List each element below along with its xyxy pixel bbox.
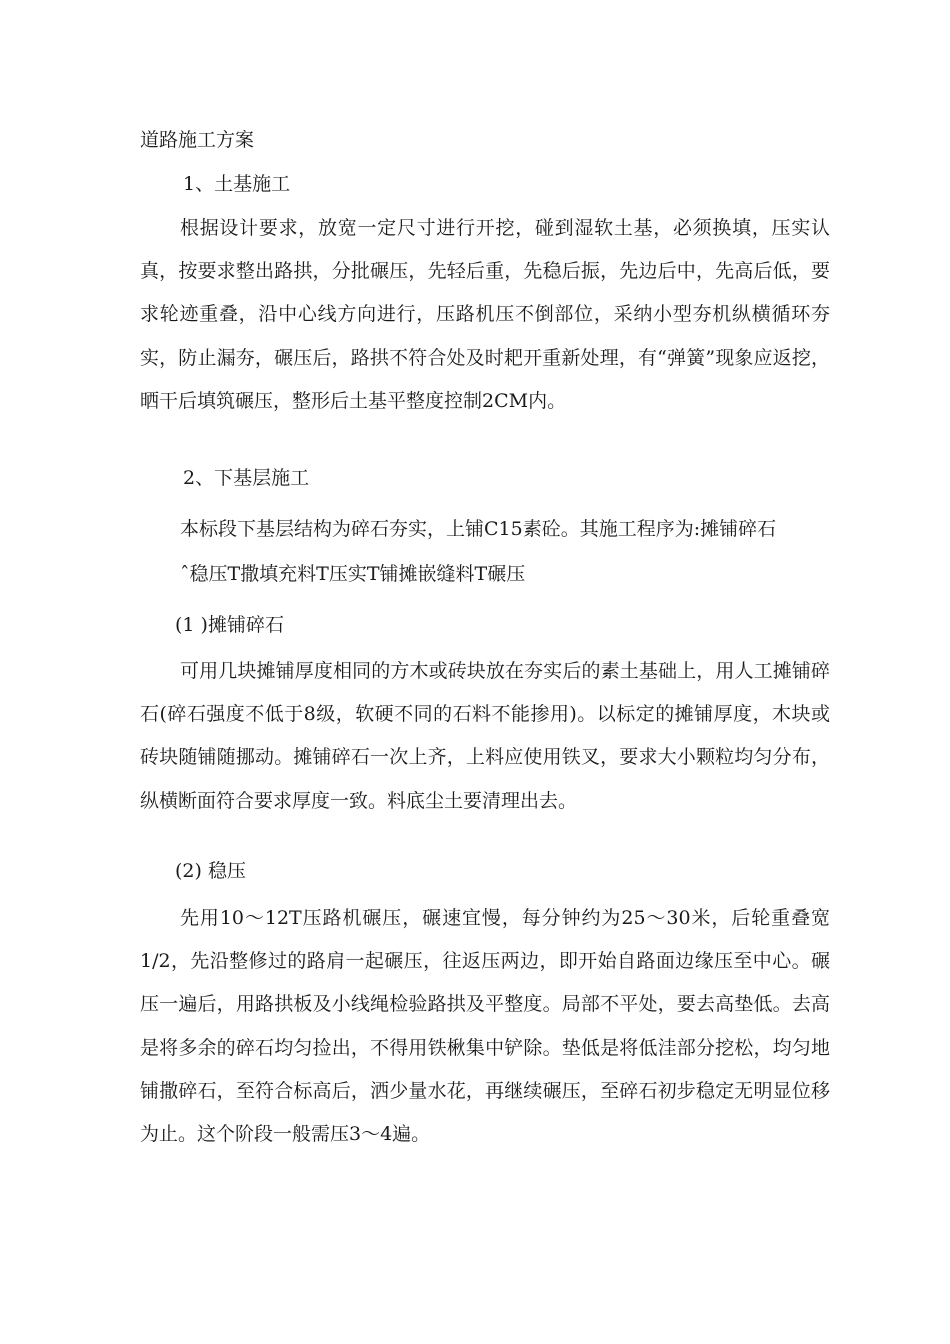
subsection-2-body: 先用10〜12T压路机碾压，碾速宜慢，每分钟约为25〜30米，后轮重叠宽1/2，先沿整修过的路肩一起碾压，往返压两边，即开始自路面边缘压至中心。碾压一遍后，用路拱板及小线绳检验路拱及平整度。局部不平处，要去高垫低。去高是将多余的碎石均匀捡出，不得用铁楸集中铲除。垫低是将低洼部分挖松，均匀地铺撒碎石，至符合标高后，洒少量水花，再继续碾压，至碎石初步稳定无明显位移为止。这个阶段一般需压3〜4遍。 — [140, 907, 830, 1146]
section-1-body: 根据设计要求，放宽一定尺寸进行开挖，碰到湿软土基，必须换填，压实认真，按要求整出路拱，分批碾压，先轻后重，先稳后振，先边后中，先高后低，要求轮迹重叠，沿中心线方向进行，压路机压不倒部位，采纳小型夯机纵横循环夯实，防止漏夯，碾压后，路拱不符合处及时耙开重新处理，有“弹簧”现象应返挖，晒干后填筑碾压，整形后土基平整度控制2CM内。 — [140, 217, 830, 412]
section-2-sequence: ˆ稳压T撒填充料T压实T铺摊嵌缝料T碾压 — [180, 563, 526, 585]
document-title: 道路施工方案 — [140, 129, 255, 151]
subsection-2-heading: (2) 稳压 — [175, 860, 246, 882]
subsection-1-body: 可用几块摊铺厚度相同的方木或砖块放在夯实后的素土基础上，用人工摊铺碎石(碎石强度不低于8级，软硬不同的石料不能掺用)。以标定的摊铺厚度，木块或砖块随铺随挪动。摊铺碎石一次上齐，上料应使用铁叉，要求大小颗粒均匀分布，纵横断面符合要求厚度一致。料底尘土要清理出去。 — [140, 660, 830, 812]
section-1-heading: 1、土基施工 — [183, 173, 291, 195]
subsection-1-heading: (1 )摊铺碎石 — [175, 614, 284, 636]
section-2-intro: 本标段下基层结构为碎石夯实，上铺C15素砼。其施工程序为:摊铺碎石 — [180, 518, 777, 540]
section-2-heading: 2、下基层施工 — [183, 467, 310, 489]
